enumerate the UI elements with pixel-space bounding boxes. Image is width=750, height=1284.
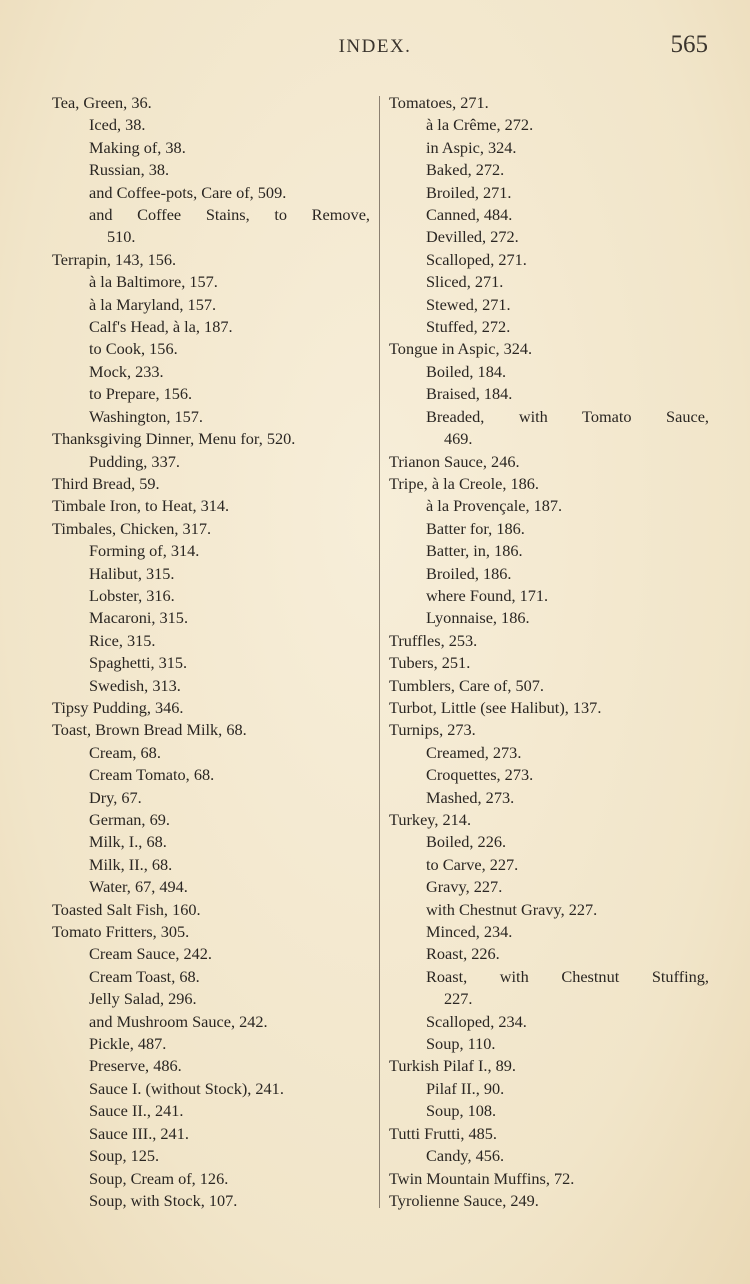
index-subentry: Mashed, 273. (426, 787, 515, 807)
index-subentry: Candy, 456. (426, 1146, 505, 1166)
index-subentry: Soup, 125. (89, 1146, 160, 1166)
index-subentry: Roast, 226. (426, 944, 500, 964)
index-subentry: Jelly Salad, 296. (89, 989, 197, 1009)
index-entry: Timbales, Chicken, 317. (52, 518, 212, 538)
index-entry: Tongue in Aspic, 324. (389, 339, 533, 359)
index-subentry: Gravy, 227. (426, 877, 503, 897)
page-number: 565 (670, 31, 708, 58)
index-entry: Tyrolienne Sauce, 249. (389, 1190, 539, 1210)
index-subentry: Dry, 67. (89, 787, 142, 807)
index-subentry: Devilled, 272. (426, 227, 519, 247)
index-subentry: Iced, 38. (89, 115, 146, 135)
index-subentry: Braised, 184. (426, 384, 513, 404)
index-subentry: Cream Toast, 68. (89, 966, 200, 986)
index-subentry: Roast, with Chestnut Stuffing, (426, 966, 709, 986)
index-subentry: Cream Tomato, 68. (89, 765, 215, 785)
index-subentry: Baked, 272. (426, 160, 505, 180)
index-entry: Tripe, à la Creole, 186. (389, 473, 539, 493)
index-entry: Terrapin, 143, 156. (52, 249, 177, 269)
index-entry: Turnips, 273. (389, 720, 476, 740)
index-subentry: Cream Sauce, 242. (89, 944, 212, 964)
index-entry: Toast, Brown Bread Milk, 68. (52, 720, 247, 740)
index-entry: Tubers, 251. (389, 653, 471, 673)
index-subentry: Canned, 484. (426, 205, 513, 225)
index-subentry: Calf's Head, à la, 187. (89, 317, 233, 337)
index-subentry: Cream, 68. (89, 742, 161, 762)
index-subentry: Making of, 38. (89, 137, 186, 157)
index-subentry: to Cook, 156. (89, 339, 178, 359)
index-subentry: Batter, in, 186. (426, 541, 523, 561)
index-subentry: German, 69. (89, 810, 170, 829)
index-entry: Tomato Fritters, 305. (52, 922, 190, 942)
index-entry: Truffles, 253. (389, 630, 478, 650)
index-subentry: Soup, Cream of, 126. (89, 1168, 229, 1188)
index-subentry: to Carve, 227. (426, 854, 519, 874)
index-subentry: à la Crême, 272. (426, 115, 534, 135)
index-subentry: Lyonnaise, 186. (426, 608, 530, 628)
index-subentry: in Aspic, 324. (426, 137, 517, 157)
index-subentry: Stewed, 271. (426, 294, 511, 314)
index-subentry: Russian, 38. (89, 160, 170, 180)
index-subentry: Minced, 234. (426, 922, 513, 942)
index-column-left (52, 92, 370, 1212)
index-subentry: Halibut, 315. (89, 563, 175, 583)
index-entry: Tipsy Pudding, 346. (52, 697, 184, 717)
index-entry: Third Bread, 59. (52, 473, 160, 493)
index-subentry: with Chestnut Gravy, 227. (426, 899, 598, 919)
index-subentry: Scalloped, 234. (426, 1011, 527, 1031)
index-subentry: Spaghetti, 315. (89, 653, 188, 673)
index-entry: Timbale Iron, to Heat, 314. (52, 496, 230, 516)
index-subentry: Soup, 110. (426, 1034, 496, 1054)
index-subentry: Milk, I., 68. (89, 832, 167, 852)
index-subentry: Washington, 157. (89, 406, 204, 426)
index-subentry: Stuffed, 272. (426, 317, 511, 337)
column-divider (379, 96, 380, 1208)
index-entry: Tea, Green, 36. (52, 93, 152, 112)
index-subentry: Swedish, 313. (89, 675, 181, 695)
index-entry: Twin Mountain Muffins, 72. (389, 1168, 575, 1188)
index-subentry: to Prepare, 156. (89, 384, 193, 404)
index-subentry: Boiled, 184. (426, 361, 507, 381)
index-subentry: where Found, 171. (426, 585, 549, 605)
index-entry: Thanksgiving Dinner, Menu for, 520. (52, 429, 296, 449)
index-subentry: Pickle, 487. (89, 1034, 167, 1054)
index-subentry: Lobster, 316. (89, 585, 175, 605)
index-subentry: Broiled, 271. (426, 182, 512, 202)
index-entry: Trianon Sauce, 246. (389, 451, 520, 471)
index-entry-continuation: 510. (107, 227, 136, 247)
index-entry: Tumblers, Care of, 507. (389, 675, 544, 695)
index-subentry: Pilaf II., 90. (426, 1078, 505, 1098)
index-subentry: Soup, 108. (426, 1101, 497, 1121)
index-subentry: Sliced, 271. (426, 272, 504, 292)
index-subentry: Croquettes, 273. (426, 765, 534, 785)
index-subentry: Creamed, 273. (426, 742, 522, 762)
index-column-right (389, 92, 709, 1212)
index-subentry: Sauce I. (without Stock), 241. (89, 1078, 284, 1098)
index-subentry: Preserve, 486. (89, 1056, 182, 1076)
index-subentry: Water, 67, 494. (89, 877, 188, 897)
index-entry: Turbot, Little (see Halibut), 137. (389, 697, 602, 717)
running-header: INDEX. (338, 36, 412, 57)
index-subentry: Mock, 233. (89, 361, 164, 381)
index-subentry: Boiled, 226. (426, 832, 507, 852)
index-entry: Tomatoes, 271. (389, 93, 489, 112)
index-entry: Turkish Pilaf I., 89. (389, 1056, 516, 1076)
index-subentry: Milk, II., 68. (89, 854, 173, 874)
index-subentry: à la Provençale, 187. (426, 496, 563, 516)
index-entry: Tutti Frutti, 485. (389, 1123, 497, 1143)
index-subentry: Pudding, 337. (89, 451, 180, 471)
index-subentry: à la Maryland, 157. (89, 294, 217, 314)
index-subentry: and Mushroom Sauce, 242. (89, 1011, 268, 1031)
index-subentry: Sauce II., 241. (89, 1101, 184, 1121)
index-entry-continuation: 227. (444, 989, 473, 1009)
index-subentry: à la Baltimore, 157. (89, 272, 218, 292)
index-subentry: and Coffee Stains, to Remove, (89, 205, 370, 225)
index-subentry: Batter for, 186. (426, 518, 525, 538)
index-subentry: Macaroni, 315. (89, 608, 189, 628)
index-subentry: Forming of, 314. (89, 541, 200, 561)
index-subentry: Soup, with Stock, 107. (89, 1190, 238, 1210)
index-entry: Toasted Salt Fish, 160. (52, 899, 201, 919)
index-subentry: Broiled, 186. (426, 563, 512, 583)
index-entry: Turkey, 214. (389, 810, 472, 829)
index-subentry: and Coffee-pots, Care of, 509. (89, 182, 287, 202)
index-subentry: Sauce III., 241. (89, 1123, 189, 1143)
index-entry-continuation: 469. (444, 429, 473, 449)
index-subentry: Breaded, with Tomato Sauce, (426, 406, 709, 426)
index-subentry: Rice, 315. (89, 630, 156, 650)
index-subentry: Scalloped, 271. (426, 249, 527, 269)
